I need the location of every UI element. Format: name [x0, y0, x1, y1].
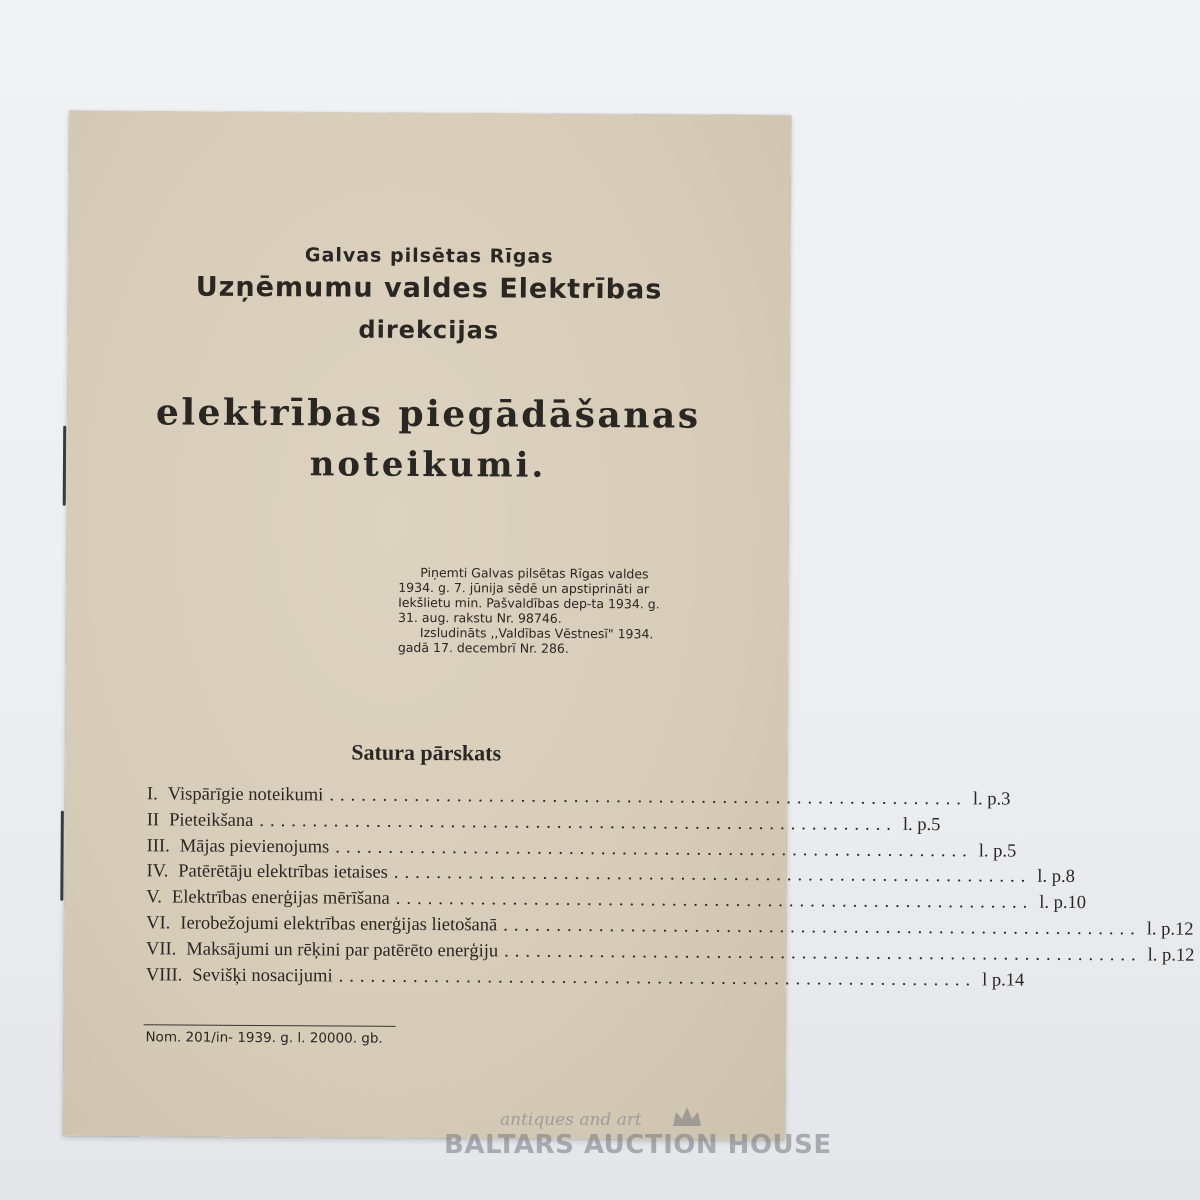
toc-leader-dots: ............................................................ — [259, 810, 897, 835]
toc-page: 3 — [1001, 789, 1011, 810]
toc-row — [146, 887, 1087, 916]
toc-number: IV. — [146, 861, 169, 882]
toc-leader-dots: ............................................................ — [395, 889, 1034, 913]
toc-title: Sevišķi nosacijumi — [192, 965, 333, 987]
toc-leader-dots: ............................................................ — [393, 863, 1032, 888]
toc-page-abbrev: l. p. — [1146, 919, 1176, 940]
toc-page: 12 — [1174, 919, 1194, 940]
staple — [63, 426, 66, 506]
toc-title: Elektrības enerģijas mērīšana — [171, 887, 390, 909]
toc-page: 5 — [931, 814, 941, 835]
header-line-1: Galvas pilsētas Rīgas — [304, 244, 554, 268]
toc-row — [146, 784, 1011, 813]
toc-title: Mājas pievienojums — [179, 836, 330, 858]
toc-number: VIII. — [145, 964, 183, 986]
toc-row — [145, 939, 1195, 968]
toc-page-abbrev: l. p. — [1147, 945, 1176, 966]
toc-page-abbrev: l p. — [982, 969, 1006, 991]
note-line: gadā 17. decembrī Nr. 286. — [397, 639, 569, 656]
document-title-line-1: elektrības piegādāšanas — [155, 391, 701, 437]
toc-row — [146, 913, 1194, 942]
toc-page: 5 — [1006, 841, 1017, 862]
crown-icon — [670, 1104, 704, 1130]
toc-leader-dots: ............................................................ — [503, 915, 1141, 940]
toc-title: Pieteikšana — [169, 810, 254, 831]
note-line: 31. aug. rakstu Nr. 98746. — [398, 609, 562, 626]
toc-row — [146, 810, 941, 839]
booklet-cover — [63, 111, 1195, 1140]
watermark-brand: BALTARS AUCTION HOUSE — [444, 1130, 832, 1160]
toc-row — [145, 964, 1025, 994]
footer-rule — [144, 1024, 396, 1027]
table-of-contents — [145, 784, 1195, 994]
toc-number: VII. — [145, 939, 177, 960]
header-line-2: Uzņēmumu valdes Elektrības — [195, 271, 663, 306]
toc-page: 12 — [1175, 945, 1195, 966]
toc-row — [146, 835, 1017, 865]
toc-page: 14 — [1005, 970, 1025, 991]
toc-number: V. — [146, 887, 163, 908]
adoption-note — [398, 565, 719, 657]
toc-title: Vispārīgie noteikumi — [167, 784, 324, 806]
toc-row — [146, 861, 1075, 891]
toc-number: VI. — [146, 913, 171, 934]
toc-leader-dots: ............................................................ — [504, 941, 1142, 966]
note-line: Izsludināts ,,Valdības Vēstnesī" 1934. — [419, 624, 654, 642]
toc-title: Patērētāju elektrības ietaises — [178, 861, 388, 884]
toc-page: 8 — [1065, 867, 1075, 888]
toc-number: I. — [146, 784, 158, 805]
toc-page-abbrev: l. p. — [1037, 867, 1066, 888]
toc-title: Maksājumi un rēķini par patērēto enerģiju — [186, 939, 499, 962]
toc-leader-dots: ............................................................ — [335, 837, 973, 861]
note-line: 1934. g. 7. jūnija sēdē un apstiprināti ar — [398, 579, 650, 597]
toc-leader-dots: ............................................................ — [338, 966, 977, 990]
note-line: Piņemti Galvas pilsētas Rīgas valdes — [420, 564, 649, 582]
staple — [60, 811, 64, 901]
toc-page-abbrev: l. p. — [978, 840, 1008, 862]
watermark-tagline: antiques and art — [500, 1110, 642, 1130]
watermark — [440, 1110, 840, 1170]
toc-page-abbrev: l. p. — [902, 814, 932, 835]
toc-number: III. — [146, 835, 170, 857]
toc-page-abbrev: l. p. — [1039, 892, 1068, 914]
toc-page-abbrev: l. p. — [972, 789, 1002, 810]
toc-number: II — [146, 810, 160, 831]
print-run-note: Nom. 201/in- 1939. g. l. 20000. gb. — [145, 1029, 383, 1047]
note-line: Iekšlietu min. Pašvaldības dep-ta 1934. g. — [398, 594, 660, 612]
contents-title: Satura pārskats — [351, 739, 502, 766]
toc-title: Ierobežojumi elektrības enerģijas lietošanā — [180, 913, 498, 936]
header-line-3: direkcijas — [358, 315, 500, 345]
toc-leader-dots: ............................................................ — [329, 785, 967, 810]
toc-page: 10 — [1067, 893, 1087, 914]
document-title-line-2: noteikumi. — [309, 444, 547, 486]
